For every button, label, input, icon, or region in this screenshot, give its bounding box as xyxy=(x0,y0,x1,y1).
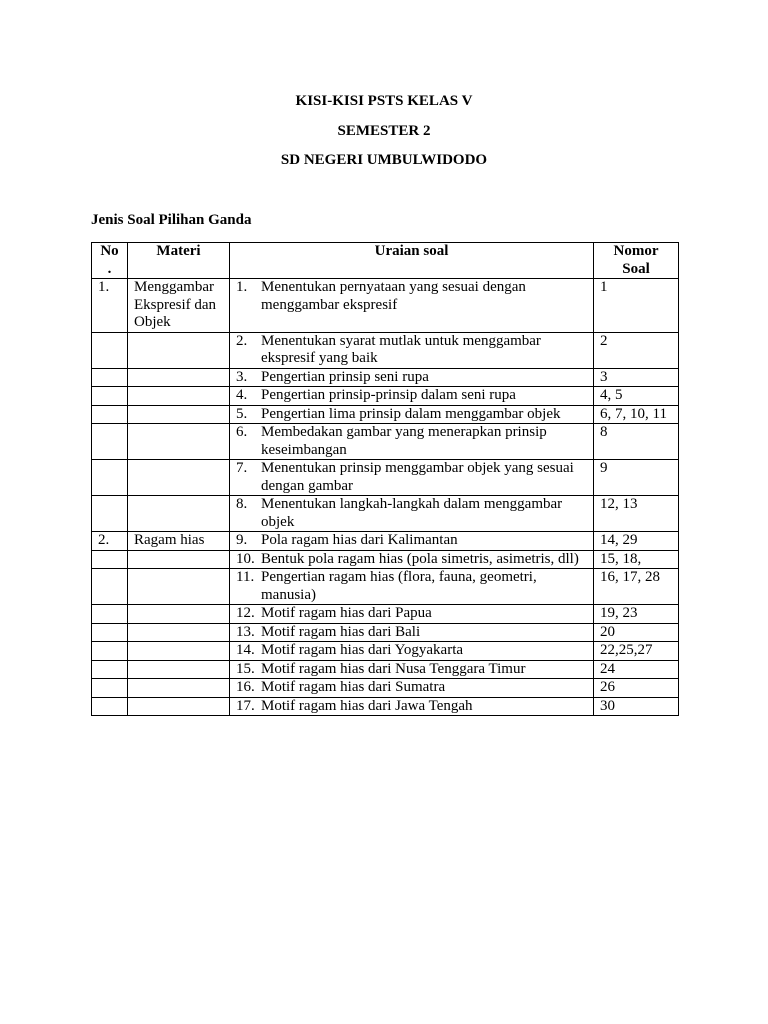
materi-cell xyxy=(128,697,230,716)
nomor-soal-cell: 9 xyxy=(594,460,679,496)
nomor-soal-cell: 12, 13 xyxy=(594,496,679,532)
table-row xyxy=(92,405,679,424)
item-number: 3. xyxy=(236,368,248,385)
nomor-soal-cell: 6, 7, 10, 11 xyxy=(594,405,679,424)
item-text: Motif ragam hias dari Sumatra xyxy=(261,679,446,695)
item-number: 13. xyxy=(236,623,255,640)
item-number: 7. xyxy=(236,460,248,476)
nomor-soal-cell: 20 xyxy=(594,623,679,642)
uraian-cell xyxy=(230,660,594,679)
table-row xyxy=(92,697,679,716)
uraian-cell xyxy=(230,532,594,551)
nomor-soal-cell: 19, 23 xyxy=(594,605,679,624)
row-number xyxy=(92,332,128,368)
item-number: 1. xyxy=(236,279,248,295)
item-text: Menentukan prinsip menggambar objek yang sesuai dengan gambar xyxy=(261,460,574,494)
materi-cell xyxy=(128,387,230,406)
materi-cell: Ragam hias xyxy=(128,532,230,551)
uraian-cell xyxy=(230,496,594,532)
item-text: Membedakan gambar yang menerapkan prinsip keseimbangan xyxy=(261,424,547,458)
item-text: Pengertian prinsip seni rupa xyxy=(261,368,429,385)
table-row xyxy=(92,387,679,406)
materi-cell xyxy=(128,496,230,532)
row-number xyxy=(92,605,128,624)
nomor-soal-cell: 15, 18, xyxy=(594,550,679,569)
item-text: Menentukan langkah-langkah dalam menggambar objek xyxy=(261,496,563,530)
nomor-soal-cell: 1 xyxy=(594,279,679,333)
table-row xyxy=(92,660,679,679)
uraian-cell xyxy=(230,605,594,624)
table-row xyxy=(92,368,679,387)
title-line: KISI-KISI PSTS KELAS V xyxy=(295,93,473,109)
item-text: Motif ragam hias dari Jawa Tengah xyxy=(261,697,473,714)
item-text: Motif ragam hias dari Papua xyxy=(261,605,432,621)
item-text: Pengertian lima prinsip dalam menggambar objek xyxy=(261,405,561,422)
nomor-soal-cell: 22,25,27 xyxy=(594,642,679,661)
table-row xyxy=(92,550,679,569)
item-text: Pengertian prinsip-prinsip dalam seni rupa xyxy=(261,387,516,403)
nomor-soal-cell: 24 xyxy=(594,660,679,679)
item-number: 9. xyxy=(236,532,248,548)
kisi-kisi-table xyxy=(91,242,679,716)
item-text: Motif ragam hias dari Yogyakarta xyxy=(261,642,464,658)
uraian-cell xyxy=(230,279,594,333)
table-row xyxy=(92,679,679,698)
uraian-cell xyxy=(230,679,594,698)
uraian-cell xyxy=(230,697,594,716)
uraian-cell xyxy=(230,460,594,496)
materi-cell xyxy=(128,605,230,624)
row-number xyxy=(92,623,128,642)
uraian-cell xyxy=(230,405,594,424)
materi-cell xyxy=(128,679,230,698)
school-line: SD NEGERI UMBULWIDODO xyxy=(280,152,488,168)
materi-cell xyxy=(128,569,230,605)
uraian-cell xyxy=(230,642,594,661)
nomor-soal-cell: 8 xyxy=(594,424,679,460)
item-text: Pola ragam hias dari Kalimantan xyxy=(261,532,458,548)
row-number xyxy=(92,424,128,460)
header-no-label: No. xyxy=(100,243,119,277)
item-number: 2. xyxy=(236,332,248,349)
materi-cell xyxy=(128,642,230,661)
nomor-soal-cell: 3 xyxy=(594,368,679,387)
header-uraian-soal: Uraian soal xyxy=(230,243,594,279)
nomor-soal-cell: 14, 29 xyxy=(594,532,679,551)
uraian-cell xyxy=(230,424,594,460)
nomor-soal-cell: 16, 17, 28 xyxy=(594,569,679,605)
materi-cell xyxy=(128,623,230,642)
row-number: 1. xyxy=(92,279,128,333)
uraian-cell xyxy=(230,368,594,387)
item-number: 6. xyxy=(236,424,248,440)
nomor-soal-cell: 2 xyxy=(594,332,679,368)
row-number xyxy=(92,697,128,716)
table-row xyxy=(92,642,679,661)
materi-cell: Menggambar Ekspresif dan Objek xyxy=(128,279,230,333)
row-number xyxy=(92,387,128,406)
header-materi: Materi xyxy=(128,243,230,279)
row-number xyxy=(92,660,128,679)
table-row xyxy=(92,332,679,368)
table-row xyxy=(92,569,679,605)
table-row xyxy=(92,532,679,551)
materi-cell xyxy=(128,332,230,368)
table-row xyxy=(92,424,679,460)
item-number: 11. xyxy=(236,569,255,585)
uraian-cell xyxy=(230,569,594,605)
row-number xyxy=(92,550,128,569)
item-number: 8. xyxy=(236,496,248,512)
row-number: 2. xyxy=(92,532,128,551)
item-text: Pengertian ragam hias (flora, fauna, geometri, manusia) xyxy=(261,569,537,603)
uraian-cell xyxy=(230,332,594,368)
item-number: 12. xyxy=(236,605,255,621)
row-number xyxy=(92,460,128,496)
materi-cell xyxy=(128,550,230,569)
table-row xyxy=(92,460,679,496)
item-number: 16. xyxy=(236,679,255,695)
materi-cell xyxy=(128,460,230,496)
table-header-row xyxy=(92,243,679,279)
table-row xyxy=(92,279,679,333)
item-text: Motif ragam hias dari Bali xyxy=(261,623,421,640)
document-title xyxy=(0,93,768,182)
semester-line: SEMESTER 2 xyxy=(337,122,431,139)
row-number xyxy=(92,496,128,532)
item-number: 4. xyxy=(236,387,248,403)
materi-cell xyxy=(128,405,230,424)
nomor-soal-cell: 26 xyxy=(594,679,679,698)
uraian-cell xyxy=(230,550,594,569)
table-row xyxy=(92,605,679,624)
header-nomor-label: Nomor Soal xyxy=(613,243,659,277)
item-text: Menentukan pernyataan yang sesuai dengan menggambar ekspresif xyxy=(261,279,526,313)
item-text: Menentukan syarat mutlak untuk menggambar ekspresif yang baik xyxy=(261,332,541,366)
table-row xyxy=(92,623,679,642)
item-number: 5. xyxy=(236,405,248,422)
row-number xyxy=(92,569,128,605)
row-number xyxy=(92,405,128,424)
row-number xyxy=(92,368,128,387)
item-number: 14. xyxy=(236,642,255,658)
question-type-label: Jenis Soal Pilihan Ganda xyxy=(91,212,252,228)
nomor-soal-cell: 4, 5 xyxy=(594,387,679,406)
materi-cell xyxy=(128,368,230,387)
uraian-cell xyxy=(230,623,594,642)
row-number xyxy=(92,679,128,698)
row-number xyxy=(92,642,128,661)
item-text: Bentuk pola ragam hias (pola simetris, asimetris, dll) xyxy=(261,550,579,567)
materi-cell xyxy=(128,424,230,460)
item-text: Motif ragam hias dari Nusa Tenggara Timur xyxy=(261,660,526,677)
table-row xyxy=(92,496,679,532)
item-number: 17. xyxy=(236,697,255,714)
item-number: 10. xyxy=(236,550,255,567)
uraian-cell xyxy=(230,387,594,406)
header-no xyxy=(92,243,128,279)
nomor-soal-cell: 30 xyxy=(594,697,679,716)
item-number: 15. xyxy=(236,660,255,677)
materi-cell xyxy=(128,660,230,679)
header-nomor-soal xyxy=(594,243,679,279)
